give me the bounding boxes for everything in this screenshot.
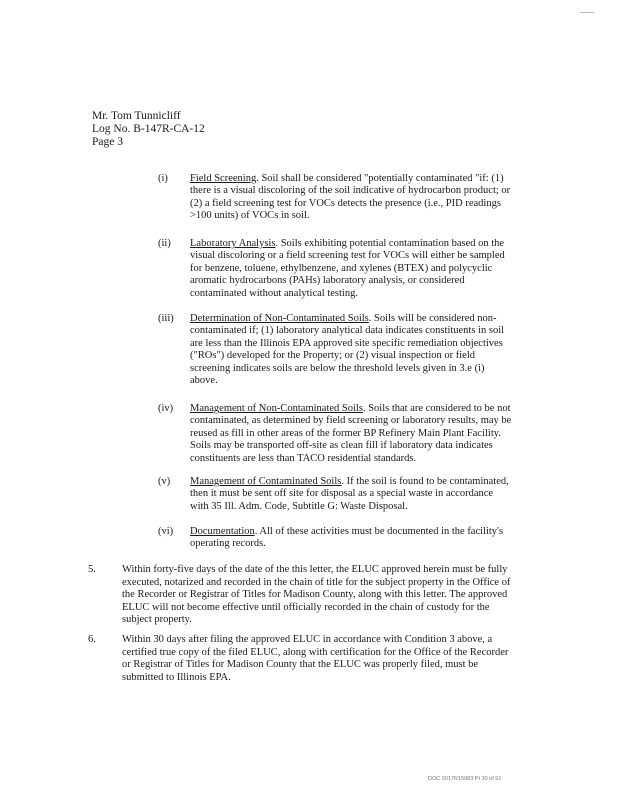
subitem-text: . Soils exhibiting potential contamination based on the visual discoloring or a field screening test for VOCs will either be sampled for benzene, toluene, ethylbenzene, and xylenes (BTEX) and polycyclic aromatic hydrocarbons (PAHs) laboratory analysis, or considered contaminated without analytical testing. xyxy=(190,238,505,299)
subitem-text: . Soils will be considered non-contaminated if; (1) laboratory analytical data indicates constituents in soil are less than the Illinois EPA approved site specific remediation objectives ("ROs") developed for the Property; or (2) visual inspection or field screening indicates soils are below the threshold levels given in 3.e (i) above. xyxy=(190,313,505,387)
recipient-name: Mr. Tom Tunnicliff xyxy=(92,110,181,122)
subitem-text: . Soils that are considered to be not contaminated, as determined by field screening or laboratory results, may be reused as fill in other areas of the former BP Refinery Main Plant Facility. Soils may be transported off-site as clean fill if laboratory data indicates constituents are less than TACO residential standards. xyxy=(190,403,512,464)
paragraph-number: 6. xyxy=(88,634,96,645)
subitem-text: . Soil shall be considered "potentially contaminated "if: (1) there is a visual discoloring of the soil indicative of hydrocarbon product; or (2) a field screening test for VOCs detects the presence (i.e., PID readings >100 units) of VOCs in soil. xyxy=(190,173,511,222)
subitem-field-screening xyxy=(190,173,512,223)
subitem-title: Management of Non-Contaminated Soils xyxy=(190,403,363,414)
subitem-title: Field Screening xyxy=(190,173,257,184)
scan-mark xyxy=(580,12,594,13)
paragraph-condition-6: Within 30 days after filing the approved ELUC in accordance with Condition 3 above, a certified true copy of the filed ELUC, along with certification for the Office of the Recorder or Registrar of Titles for Madison County that the ELUC was properly filed, must be submitted to Illinois EPA. xyxy=(122,634,509,683)
subitem-title: Determination of Non-Contaminated Soils xyxy=(190,313,369,324)
subitem-number: (i) xyxy=(158,173,168,184)
page-number: Page 3 xyxy=(92,136,123,148)
document-id-stamp: DOC 2017R15983 Pt 30 of 51 xyxy=(428,776,502,782)
subitem-determination-non-contaminated xyxy=(190,313,512,387)
paragraph-condition-5: Within forty-five days of the date of the this letter, the ELUC approved herein must be fully executed, notarized and recorded in the chain of title for the subject property in the Office of the Recorder or Registrar of Titles for Madison County, along with this letter. The approved ELUC will not become effective until officially recorded in the chain of custody for the subject property. xyxy=(122,564,511,626)
paragraph-number: 5. xyxy=(88,564,96,575)
subitem-laboratory-analysis xyxy=(190,238,512,300)
subitem-title: Laboratory Analysis xyxy=(190,238,276,249)
subitem-management-non-contaminated xyxy=(190,403,512,465)
subitem-title: Management of Contaminated Soils xyxy=(190,476,342,487)
subitem-title: Documentation xyxy=(190,526,255,537)
subitem-management-contaminated xyxy=(190,476,512,513)
letter-header xyxy=(92,110,205,149)
subitem-number: (iv) xyxy=(158,403,174,414)
subitem-number: (ii) xyxy=(158,238,171,249)
subitem-number: (vi) xyxy=(158,526,174,537)
subitem-number: (iii) xyxy=(158,313,174,324)
log-number: Log No. B-147R-CA-12 xyxy=(92,123,205,135)
subitem-number: (v) xyxy=(158,476,171,487)
subitem-text: . If the soil is found to be contaminated, then it must be sent off site for disposal as a special waste in accordance with 35 Ill. Adm. Code, Subtitle G: Waste Disposal. xyxy=(190,476,509,512)
subitem-text: . All of these activities must be documented in the facility's operating records. xyxy=(190,526,504,550)
subitem-documentation xyxy=(190,526,512,551)
